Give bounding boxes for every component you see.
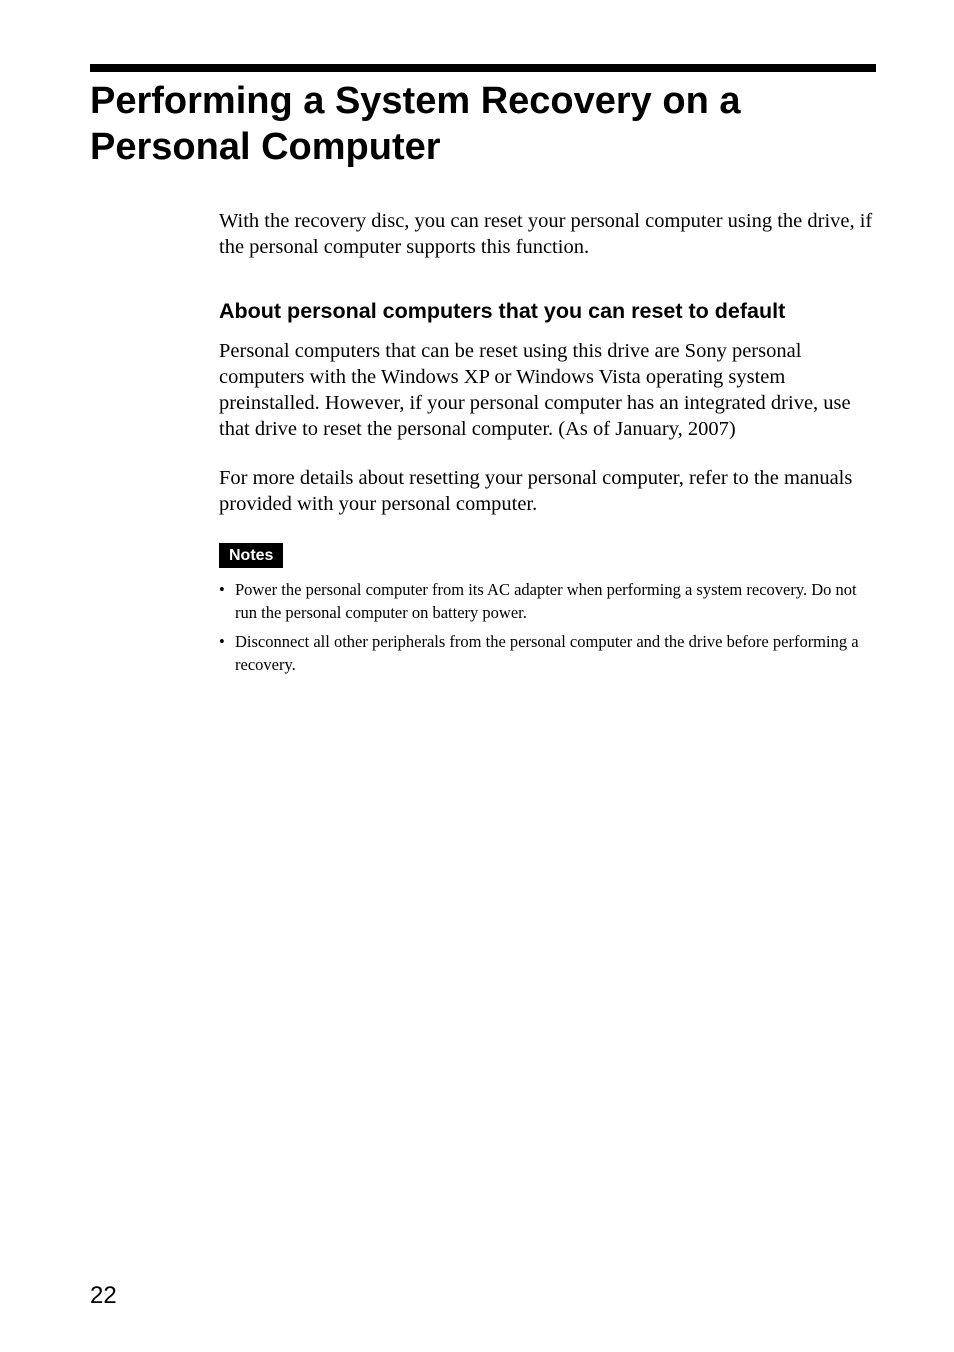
section-heading: About personal computers that you can reset to default — [219, 299, 786, 323]
page-number: 22 — [90, 1282, 117, 1309]
notes-list — [219, 578, 874, 676]
page-title: Performing a System Recovery on a Personal Computer — [90, 80, 741, 168]
intro-paragraph: With the recovery disc, you can reset your personal computer using the drive, if the personal computer supports this function. — [219, 210, 873, 258]
notes-label: Notes — [219, 543, 283, 568]
note-item — [219, 578, 874, 624]
main-content — [219, 208, 874, 682]
more-details-paragraph: For more details about resetting your personal computer, refer to the manuals provided with your personal computer. — [219, 467, 853, 515]
bullet-icon: • — [219, 632, 225, 651]
title-rule — [90, 64, 876, 72]
note-text: Power the personal computer from its AC adapter when performing a system recovery. Do not run the personal computer on battery power. — [235, 580, 857, 622]
note-text: Disconnect all other peripherals from the personal computer and the drive before performing a recovery. — [235, 632, 859, 674]
bullet-icon: • — [219, 580, 225, 599]
supported-computers-paragraph: Personal computers that can be reset using this drive are Sony personal computers with the Windows XP or Windows Vista operating system preinstalled. However, if your personal computer has an integrated drive, use that drive to reset the personal computer. (As of January, 2007) — [219, 340, 851, 440]
note-item — [219, 630, 874, 676]
